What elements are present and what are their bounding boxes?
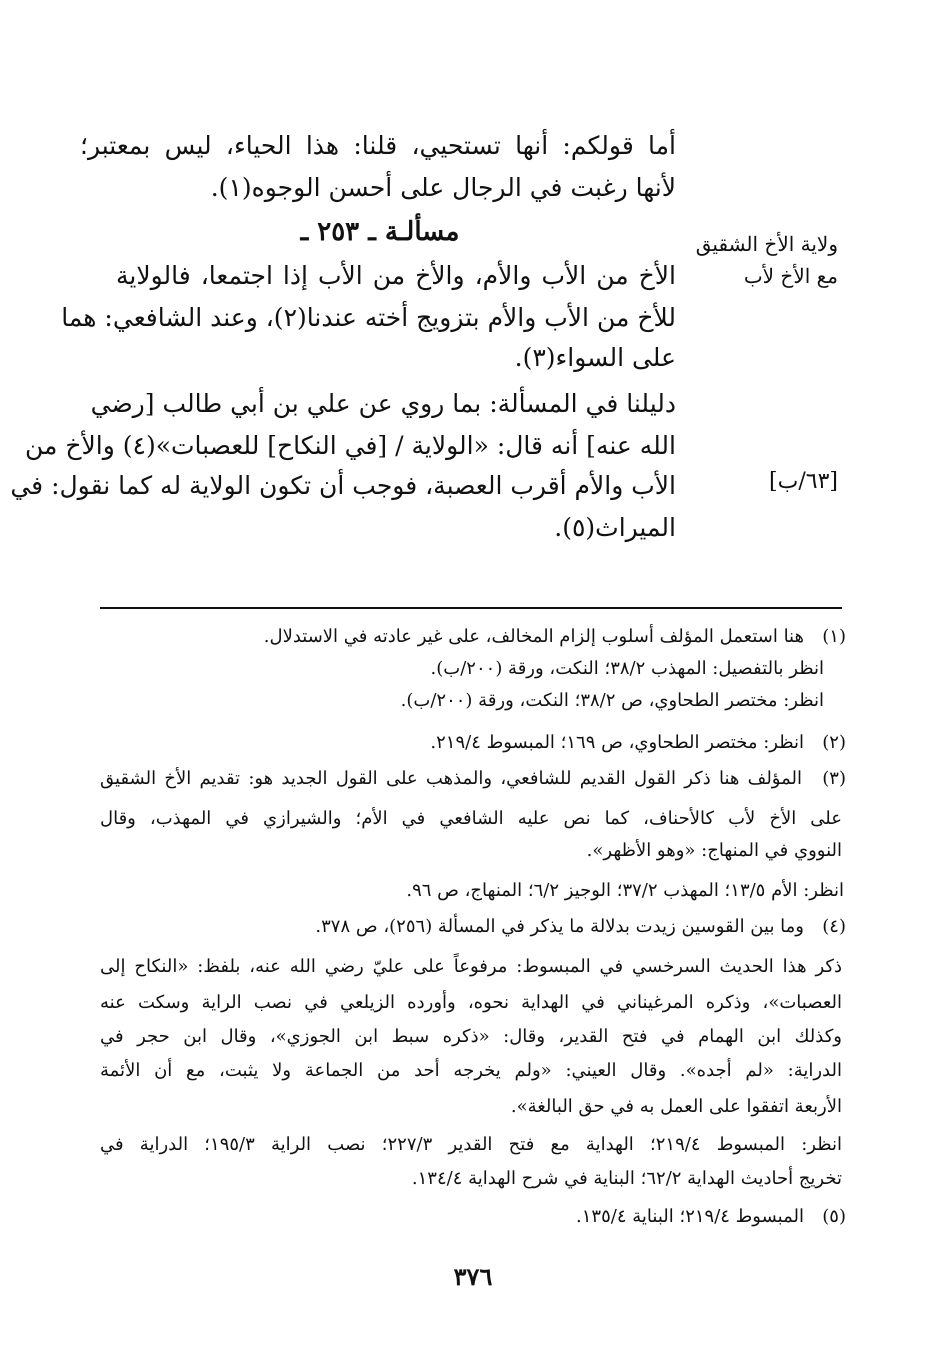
footnote-3-line-1: المؤلف هنا ذكر القول القديم للشافعي، والمذهب على القول الجديد هو: تقديم الأخ الشقيق: [100, 768, 802, 789]
footnote-4-line-1: وما بين القوسين زيدت بدلالة ما يذكر في المسألة (٢٥٦)، ص ٣٧٨.: [315, 916, 804, 937]
footnote-4-line-3: العصبات»، وذكره المرغيناني في الهداية نحوه، وأورده الزيلعي في نصب الراية وسكت عنه: [100, 992, 842, 1013]
footnote-4-line-7: انظر: المبسوط ٢١٩/٤؛ الهداية مع فتح القدير ٢٢٧/٣؛ نصب الراية ١٩٥/٣؛ الدراية في: [100, 1134, 843, 1155]
main-line-2: لأنها رغبت في الرجال على أحسن الوجوه(١).: [210, 173, 676, 202]
footnote-3-line-2: على الأخ لأب كالأحناف، كما نص عليه الشافعي في الأم؛ والشيرازي في المهذب، وقال: [100, 808, 842, 829]
footnote-1-line-1: هنا استعمل المؤلف أسلوب إلزام المخالف، على غير عادته في الاستدلال.: [263, 626, 804, 647]
section-title: مسألـة ـ ٢٥٣ ـ: [300, 217, 460, 247]
footnote-5-line: المبسوط ٢١٩/٤؛ البناية ١٣٥/٤.: [576, 1206, 804, 1227]
footnote-3-line-4: انظر: الأم ١٣/٥؛ المهذب ٣٧/٢؛ الوجيز ٦/٢؛ المنهاج، ص ٩٦.: [406, 880, 844, 901]
para1-line-3: على السواء(٣).: [514, 343, 676, 372]
footnote-1-line-2: انظر بالتفصيل: المهذب ٣٨/٢؛ النكت، ورقة (٢٠٠/ب).: [430, 658, 824, 679]
folio-marker: [٦٣/ب]: [769, 469, 838, 494]
para2-line-2: الله عنه] أنه قال: «الولاية / [في النكاح] للعصبات»(٤) والأخ من: [25, 431, 676, 460]
para2-line-1-text: دليلنا في المسألة: بما روي عن علي بن أبي طالب [رضي: [90, 389, 676, 418]
main-line-1: أما قولكم: أنها تستحيي، قلنا: هذا الحياء، ليس بمعتبر؛: [80, 131, 676, 160]
footnote-2-number: (٢): [822, 732, 846, 753]
footnote-2-line: انظر: مختصر الطحاوي، ص ١٦٩؛ المبسوط ٢١٩/٤.: [430, 732, 804, 753]
para2-line-3: الأب والأم أقرب العصبة، فوجب أن تكون الولاية له كما نقول: في: [10, 471, 676, 500]
footnote-3-number: (٣): [822, 768, 846, 789]
footnote-4-line-4: وكذلك ابن الهمام في فتح القدير، وقال: «ذكره سبط ابن الجوزي»، وقال ابن حجر في: [100, 1026, 842, 1047]
footnote-4-line-8: تخريج أحاديث الهداية ٦٢/٢؛ البناية في شرح الهداية ١٣٤/٤.: [411, 1168, 842, 1189]
para2-line-4: الميراث(٥).: [554, 513, 676, 542]
footnote-1-number: (١): [822, 626, 846, 647]
para1-line-2: للأخ من الأب والأم بتزويج أخته عندنا(٢)، وعند الشافعي: هما: [61, 303, 676, 332]
footnote-1-line-3: انظر: مختصر الطحاوي، ص ٣٨/٢؛ النكت، ورقة (٢٠٠/ب).: [400, 690, 824, 711]
footnote-separator: [100, 607, 842, 609]
side-note-line-2: مع الأخ لأب: [743, 264, 838, 288]
footnote-4-number: (٤): [822, 916, 846, 937]
page-number: ٣٧٦: [453, 1262, 493, 1291]
footnote-3-line-3: النووي في المنهاج: «وهو الأظهر».: [586, 840, 842, 861]
footnote-4-line-2: ذكر هذا الحديث السرخسي في المبسوط: مرفوعاً على عليّ رضي الله عنه، بلفظ: «النكاح إلى: [100, 956, 842, 977]
para1-line-1-text: الأخ من الأب والأم، والأخ من الأب إذا اجتمعا، فالولاية: [116, 261, 676, 290]
para1-line-1: [80, 256, 676, 296]
footnote-5-number: (٥): [822, 1206, 846, 1227]
footnote-4-line-6: الأربعة اتفقوا على العمل به في حق البالغة».: [510, 1096, 842, 1117]
para2-line-1: [80, 384, 676, 424]
footnote-4-line-5: الدراية: «لم أجده». وقال العيني: «ولم يخرجه أحد من الجماعة ولا يثبت، مع أن الأئمة: [100, 1060, 842, 1081]
side-note-line-1: ولاية الأخ الشقيق: [695, 232, 838, 256]
